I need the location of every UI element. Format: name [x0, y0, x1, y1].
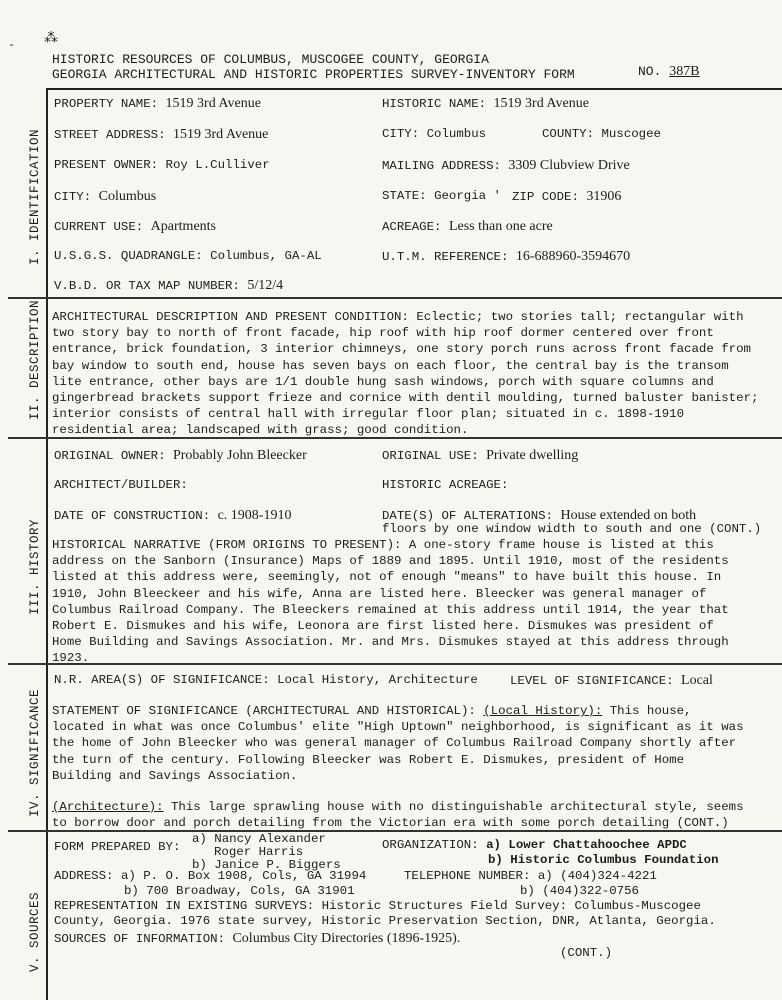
- local-history-tag: (Local History):: [483, 704, 603, 718]
- historical-narrative: [52, 537, 777, 667]
- acreage-field: ACREAGE: Less than one acre: [382, 219, 553, 234]
- narrative-line: Robert E. Dismukes and his wife, Leonora are first listed here. Dismukes was president of: [52, 619, 714, 634]
- section-divider-vertical: [46, 88, 48, 1000]
- city-value: Columbus: [426, 127, 487, 141]
- original-use-value: Private dwelling: [486, 448, 579, 463]
- historic-acreage-field: HISTORIC ACREAGE:: [382, 478, 509, 492]
- section-divider-1: [8, 297, 782, 299]
- section-label-identification: I. IDENTIFICATION: [28, 128, 42, 265]
- preparer-a2: Roger Harris: [214, 845, 304, 859]
- representation-line-2: County, Georgia. 1976 state survey, Historic Preservation Section, DNR, Atlanta, Georgia.: [54, 914, 716, 928]
- narrative-line: HISTORICAL NARRATIVE (FROM ORIGINS TO PRESENT): A one-story frame house is listed at this: [52, 538, 714, 552]
- construction-date-value: c. 1908-1910: [217, 508, 292, 523]
- margin-dash-mark: -: [8, 38, 16, 52]
- narrative-line: listed at this address were, seemingly, not of enough "means" to have built this house. In: [52, 570, 722, 585]
- narrative-line: 1910, John Bleeckeer and his wife, Anna are listed here. Bleecker was general manager of: [52, 586, 707, 601]
- description-line: gingerbread brackets support frieze and cornice with dentil moulding, turned baluster banister;: [52, 391, 759, 406]
- city-field: CITY: Columbus: [382, 127, 487, 141]
- architecture-line-2: to borrow door and porch detailing from the Victorian era with some porch detailing (CONT.): [52, 816, 729, 831]
- address-a-value: a) P. O. Box 1908, Cols, GA 31994: [120, 869, 367, 883]
- acreage-value: Less than one acre: [448, 219, 553, 234]
- narrative-line: Columbus Railroad Company. The Bleeckers remained at this address until 1914, the year that: [52, 602, 729, 617]
- utm-field: U.T.M. REFERENCE: 16-688960-3594670: [382, 249, 631, 264]
- statement-line: located in what was once Columbus' elite "High Uptown" neighborhood, is significant as it was: [52, 720, 744, 735]
- narrative-line: 1923.: [52, 651, 90, 666]
- property-name-value: 1519 3rd Avenue: [165, 96, 261, 111]
- historic-name-value: 1519 3rd Avenue: [493, 96, 589, 111]
- section-label-history: III. HISTORY: [28, 518, 42, 615]
- zip-value: 31906: [586, 189, 622, 204]
- nr-areas-field: N.R. AREA(S) OF SIGNIFICANCE: Local History, Architecture: [54, 673, 478, 687]
- current-use-value: Apartments: [150, 219, 216, 234]
- description-line: two story bay to north of front facade, hip roof with hip roof dormer centered over front: [52, 326, 714, 341]
- org-a-value: a) Lower Chattahoochee APDC: [486, 838, 687, 852]
- nr-areas-value: Local History, Architecture: [277, 673, 478, 687]
- section-label-description: II. DESCRIPTION: [28, 299, 42, 420]
- description-line: interior consists of central hall with irregular floor plan; situated in c. 1898-1910: [52, 407, 685, 422]
- telephone-field: TELEPHONE NUMBER: a) (404)324-4221: [404, 869, 657, 883]
- architecture-line: (Architecture): This large sprawling house with no distinguishable architectural style, seems: [52, 800, 744, 815]
- section-label-significance: IV. SIGNIFICANCE: [28, 688, 42, 817]
- county-value: Muscogee: [601, 127, 661, 141]
- original-use-field: ORIGINAL USE: Private dwelling: [382, 448, 579, 463]
- tel-a-value: a) (404)324-4221: [537, 869, 657, 883]
- sources-of-information-field: SOURCES OF INFORMATION: Columbus City Directories (1896-1925).: [54, 931, 461, 946]
- zip-field: ZIP CODE: 31906: [512, 189, 622, 204]
- usgs-value: Columbus, GA-AL: [210, 249, 322, 263]
- narrative-line: Home Building and Savings Association. Mr. and Mrs. Dismukes stayed at this address through: [52, 635, 729, 650]
- alterations-value-1: House extended on both: [560, 508, 697, 523]
- statement-label: STATEMENT OF SIGNIFICANCE (ARCHITECTURAL AND HISTORICAL):: [52, 704, 476, 718]
- statement-line: the home of John Bleecker who was general manager of Columbus Railroad Company shortly after: [52, 736, 737, 751]
- statement-line: Building and Savings Association.: [52, 768, 298, 783]
- tel-b-value: b) (404)322-0756: [520, 884, 639, 898]
- current-use-field: CURRENT USE: Apartments: [54, 219, 216, 234]
- statement-first-line: STATEMENT OF SIGNIFICANCE (ARCHITECTURAL AND HISTORICAL): (Local History): This house,: [52, 704, 692, 718]
- representation-line-1: REPRESENTATION IN EXISTING SURVEYS: Historic Structures Field Survey: Columbus-Muscogee: [54, 899, 701, 913]
- description-line: bay window to south end, house has seven bays on each floor, the central bay is the transom: [52, 358, 729, 373]
- owner-city-value: Columbus: [98, 189, 157, 204]
- prepared-by-label: FORM PREPARED BY:: [54, 840, 181, 854]
- preparer-b: b) Janice P. Biggers: [192, 858, 341, 872]
- form-top-rule: [46, 88, 782, 90]
- level-value: Local: [681, 673, 713, 688]
- present-owner-value: Roy L.Culliver: [165, 158, 270, 172]
- header-title-line1: HISTORIC RESOURCES OF COLUMBUS, MUSCOGEE COUNTY, GEORGIA: [52, 52, 489, 67]
- utm-value: 16-688960-3594670: [515, 249, 631, 264]
- statement-line: the turn of the century. Following Bleecker was Robert E. Dismukes, president of Home: [52, 752, 685, 767]
- preparer-a1: a) Nancy Alexander: [192, 832, 326, 846]
- statement-of-significance: [52, 703, 777, 831]
- description-line: residential area; landscaped with grass; good condition.: [52, 423, 469, 438]
- sources-cont: (CONT.): [560, 946, 613, 960]
- section-label-sources: V. SOURCES: [28, 891, 42, 972]
- alterations-value-2: floors by one window width to south and one (CONT.): [382, 522, 762, 536]
- vbd-value: 5/12/4: [247, 278, 284, 293]
- county-field: COUNTY: Muscogee: [542, 127, 661, 141]
- form-number: [638, 64, 700, 80]
- original-owner-value: Probably John Bleecker: [172, 448, 307, 463]
- mailing-address-value: 3309 Clubview Drive: [508, 158, 630, 173]
- address-b-value: b) 700 Broadway, Cols, GA 31901: [124, 884, 355, 898]
- description-line: entrance, brick foundation, 3 interior chimneys, one story porch runs across front facade from: [52, 342, 751, 357]
- narrative-line: address on the Sanborn (Insurance) Maps of 1889 and 1895. Until 1910, most of the residents: [52, 554, 729, 569]
- property-name-field: PROPERTY NAME: 1519 3rd Avenue: [54, 96, 261, 111]
- street-address-field: STREET ADDRESS: 1519 3rd Avenue: [54, 127, 269, 142]
- owner-city-field: CITY: Columbus: [54, 189, 157, 204]
- construction-date-field: DATE OF CONSTRUCTION: c. 1908-1910: [54, 508, 292, 523]
- address-field: ADDRESS: a) P. O. Box 1908, Cols, GA 31994: [54, 869, 367, 883]
- description-paragraph: [52, 309, 777, 439]
- handwritten-mark: ⁂: [44, 31, 58, 47]
- organization-field: ORGANIZATION: a) Lower Chattahoochee APDC: [382, 838, 687, 852]
- historic-name-field: HISTORIC NAME: 1519 3rd Avenue: [382, 96, 589, 111]
- sources-of-information-value: Columbus City Directories (1896-1925).: [232, 931, 461, 946]
- usgs-field: U.S.G.S. QUADRANGLE: Columbus, GA-AL: [54, 249, 322, 263]
- mailing-address-field: MAILING ADDRESS: 3309 Clubview Drive: [382, 158, 630, 173]
- original-owner-field: ORIGINAL OWNER: Probably John Bleecker: [54, 448, 307, 463]
- level-field: LEVEL OF SIGNIFICANCE: Local: [510, 673, 713, 688]
- present-owner-field: PRESENT OWNER: Roy L.Culliver: [54, 158, 270, 172]
- form-number-value: 387B: [669, 64, 700, 79]
- street-address-value: 1519 3rd Avenue: [172, 127, 269, 142]
- vbd-field: V.B.D. OR TAX MAP NUMBER: 5/12/4: [54, 278, 284, 293]
- state-value: Georgia ': [434, 189, 501, 203]
- state-field: STATE: Georgia ': [382, 189, 501, 203]
- description-line: lite entrance, other bays are 1/1 double hung sash windows, porch with square columns and: [52, 374, 714, 389]
- description-line: ARCHITECTURAL DESCRIPTION AND PRESENT CONDITION: Eclectic; two stories tall; rectangular with: [52, 310, 744, 324]
- architect-field: ARCHITECT/BUILDER:: [54, 478, 188, 492]
- architecture-tag: (Architecture):: [52, 800, 164, 815]
- header-title-line2: GEORGIA ARCHITECTURAL AND HISTORIC PROPERTIES SURVEY-INVENTORY FORM: [52, 67, 575, 82]
- alterations-field: DATE(S) OF ALTERATIONS: House extended on both: [382, 508, 697, 523]
- form-number-label: NO.: [638, 64, 662, 79]
- org-b-value: b) Historic Columbus Foundation: [488, 853, 719, 867]
